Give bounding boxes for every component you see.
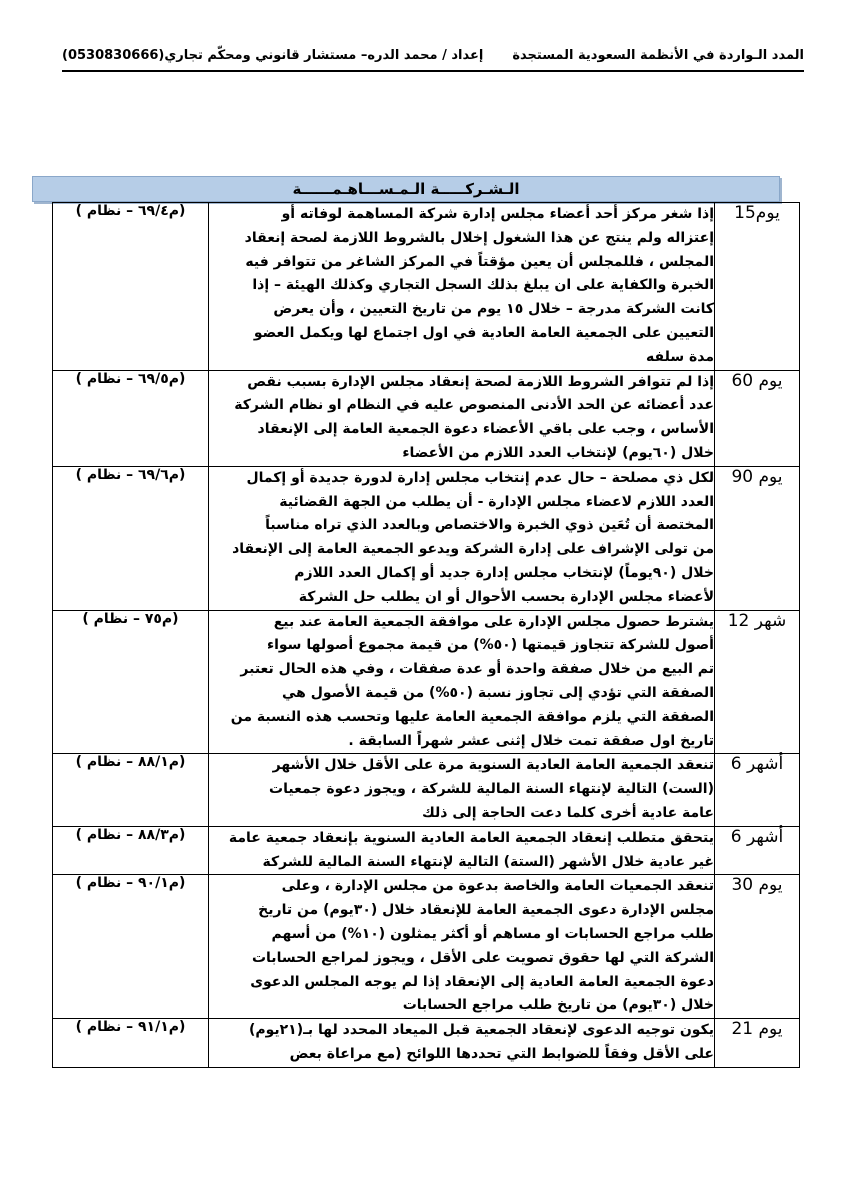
table-row xyxy=(53,754,800,826)
duration-value: 30 يوم xyxy=(731,875,783,896)
provision-text: يكون توجيه الدعوى لإنعقاد الجمعية قبل الميعاد المحدد لها بـ(٢١يوم) على الأقل وفقاً للضوابط التي تحددها اللوائح (مع مراعاة بعض xyxy=(209,1019,715,1068)
table-row xyxy=(53,1019,800,1068)
article-reference: (م٩١/١ – نظام ) xyxy=(53,1019,209,1068)
provision-text: تنعقد الجمعية العامة العادية السنوية مرة على الأقل خلال الأشهر (الست) التالية لإنتهاء السنة المالية للشركة ، ويجوز دعوة جمعيات عامة عادية أخرى كلما دعت الحاجة إلى ذلك xyxy=(209,754,715,826)
article-reference: (م٨٨/١ – نظام ) xyxy=(53,754,209,826)
article-reference: (م٦٩/٦ – نظام ) xyxy=(53,466,209,610)
author-credit: إعداد / محمد الدره– مستشار قانوني ومحكّم تجاري(0530830666) xyxy=(62,48,484,63)
provision-text: إذا شغر مركز أحد أعضاء مجلس إدارة شركة المساهمة لوفاته أو إعتزاله ولم ينتج عن هذا الشغول إخلال بالشروط اللازمة لصحة إنعقاد المجلس ، فللمجلس أن يعين مؤقتاً في المركز الشاغر من تتوافر فيه الخبرة والكفاية على ان يبلغ بذلك السجل التجاري وكذلك الهيئة – إذا كانت الشركة مدرجة – خلال ١٥ يوم من تاريخ التعيين ، وأن يعرض التعيين على الجمعية العامة العادية في اول اجتماع لها ويكمل العضو مدة سلفه xyxy=(209,203,715,371)
table-row xyxy=(53,826,800,875)
duration-value: 6 أشهر xyxy=(730,754,784,775)
duration-value: 12 شهر xyxy=(727,610,787,631)
duration-cell xyxy=(715,370,800,466)
duration-cell xyxy=(715,1019,800,1068)
duration-cell xyxy=(715,826,800,875)
table-row xyxy=(53,203,800,371)
article-reference: (م٧٥ – نظام ) xyxy=(53,610,209,754)
duration-value: 90 يوم xyxy=(731,466,783,487)
duration-cell xyxy=(715,203,800,371)
duration-value: 21 يوم xyxy=(731,1019,783,1040)
provision-text: إذا لم تتوافر الشروط اللازمة لصحة إنعقاد مجلس الإدارة بسبب نقص عدد أعضائه عن الحد الأدنى المنصوص عليه في النظام او نظام الشركة الأساس ، وجب على باقي الأعضاء دعوة الجمعية العامة إلى الإنعقاد خلال (٦٠يوم) لإنتخاب العدد اللازم من الأعضاء xyxy=(209,370,715,466)
table-row xyxy=(53,610,800,754)
table-row xyxy=(53,875,800,1019)
section-title: الـشـركـــــة الـمـســـاهـمــــــة xyxy=(32,176,780,202)
article-reference: (م٩٠/١ – نظام ) xyxy=(53,875,209,1019)
provision-text: يتحقق متطلب إنعقاد الجمعية العامة العادية السنوية بإنعقاد جمعية عامة غير عادية خلال الأشهر (الستة) التالية لإنتهاء السنة المالية للشركة xyxy=(209,826,715,875)
article-reference: (م٦٩/٥ – نظام ) xyxy=(53,370,209,466)
duration-cell xyxy=(715,466,800,610)
table-row xyxy=(53,370,800,466)
durations-table xyxy=(52,202,800,1068)
provision-text: يشترط حصول مجلس الإدارة على موافقة الجمعية العامة عند بيع أصول للشركة تتجاوز قيمتها (٥٠%) من قيمة مجموع أصولها سواء تم البيع من خلال صفقة واحدة أو عدة صفقات ، وفي هذه الحال تعتبر الصفقة التي تؤدي إلى تجاوز نسبة (٥٠%) من قيمة الأصول هي الصفقة التي يلزم موافقة الجمعية العامة عليها وتحسب هذه النسبة من تاريخ اول صفقة تمت خلال إثنى عشر شهراً السابقة . xyxy=(209,610,715,754)
duration-cell xyxy=(715,875,800,1019)
duration-value: 15يوم xyxy=(734,203,780,223)
duration-cell xyxy=(715,610,800,754)
article-reference: (م٦٩/٤ – نظام ) xyxy=(53,203,209,371)
page-header xyxy=(62,44,804,72)
table-row xyxy=(53,466,800,610)
document-title: المدد الـواردة في الأنظمة السعودية المستجدة xyxy=(512,48,804,63)
header-rule xyxy=(62,70,804,72)
provision-text: تنعقد الجمعيات العامة والخاصة بدعوة من مجلس الإدارة ، وعلى مجلس الإدارة دعوى الجمعية العامة للإنعقاد خلال (٣٠يوم) من تاريخ طلب مراجع الحسابات او مساهم أو أكثر يمثلون (١٠%) من أسهم الشركة التي لها حقوق تصويت على الأقل ، ويجوز لمراجع الحسابات دعوة الجمعية العامة العادية إلى الإنعقاد إذا لم يوجه المجلس الدعوى خلال (٣٠يوم) من تاريخ طلب مراجع الحسابات xyxy=(209,875,715,1019)
provision-text: لكل ذي مصلحة – حال عدم إنتخاب مجلس إدارة لدورة جديدة أو إكمال العدد اللازم لاعضاء مجلس الإدارة - أن يطلب من الجهة القضائية المختصة أن تُعَين ذوي الخبرة والاختصاص وبالعدد الذي تراه مناسباً من تولى الإشراف على إدارة الشركة ويدعو الجمعية العامة إلى الإنعقاد خلال (٩٠يوماً) لإنتخاب مجلس إدارة جديد أو إكمال العدد اللازم لأعضاء مجلس الإدارة بحسب الأحوال أو ان يطلب حل الشركة xyxy=(209,466,715,610)
duration-value: 6 أشهر xyxy=(730,826,784,847)
duration-value: 60 يوم xyxy=(731,370,783,391)
article-reference: (م٨٨/٣ – نظام ) xyxy=(53,826,209,875)
duration-cell xyxy=(715,754,800,826)
